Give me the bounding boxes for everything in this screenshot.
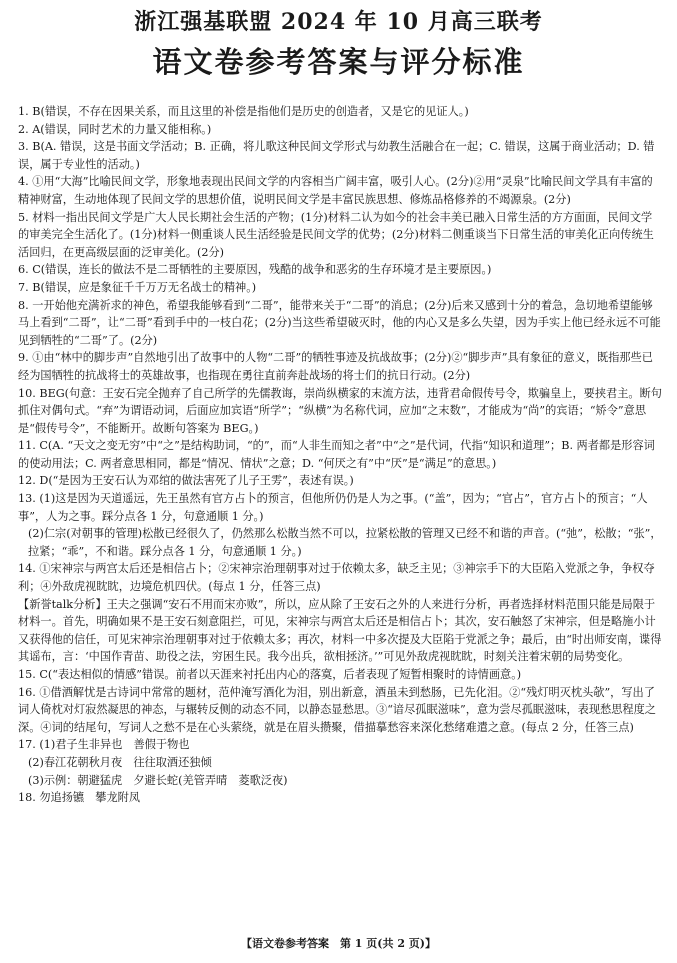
- exam-title: 浙江强基联盟 2024 年 10 月高三联考: [134, 9, 543, 35]
- analysis-note: 【新誉talk分析】王夫之强调“安石不用而宋亦败”，所以，应从除了王安石之外的人来进行分析，再者选择材料范围只能是局限于材料一。首先，明确如果不是王安石刻意阻拦，可见，宋神宗与两宫太后还是相信占卜；其次，安石触怒了宋神宗，但是略施小计又获得他的信任，可见宋神宗治理朝事对过于依赖太多；再次，材料一中多次提及大臣陷于党派之争；最后，由“时出师安南，谍得其谣布，言：‘中国作青苗、助役之法，穷困生民。我今出兵，欲相拯济。’”可见外敌虎视眈眈，时刻关注着宋朝的局势变化。: [18, 597, 662, 664]
- answer-item-2: 2. A(错误，同时艺术的力量又能相称。): [18, 122, 212, 136]
- answer-item-6: 6. C(错误，连长的做法不是二哥牺牲的主要原因，残酷的战争和恶劣的生存环境才是主要原因。): [18, 263, 492, 277]
- answer-list: [18, 103, 663, 807]
- answer-item-13-part-1: 13. (1)这是因为天道遥远，先王虽然有官方占卜的预言，但他所仍仍是人为之事。(“盖”，因为；“官占”，官方占卜的预言；“人事”，人为之事。踩分点各 1 分，句意通顺 1 分。): [18, 492, 648, 523]
- answer-item-15: 15. C(“表达相似的情感”错误。前者以天涯来衬托出内心的落寞，后者表现了短暂相聚时的诗情画意。): [18, 668, 522, 681]
- answer-item-17-part-2: (2)春江花朝秋月夜 往往取酒还独倾: [28, 755, 212, 769]
- answer-item-14: 14. ①宋神宗与两宫太后还是相信占卜；②宋神宗治理朝事对过于依赖太多，缺乏主见；③神宗手下的大臣陷入党派之争，争权夺利；④外敌虎视眈眈，边境危机四伏。(每点 1 分，任答三点): [18, 562, 655, 594]
- answer-item-8: 8. 一开始他充满祈求的神色，希望我能够看到“二哥”，能带来关于“二哥”的消息；(2分)后来又感到十分的着急，急切地希望能够马上看到“二哥”，让“二哥”看到手中的一枝白花；(2分)当这些希望破灭时，他的内心又是多么失望，因为手实上他已经永远不可能见到牺牲的“二哥”了。(2分): [18, 298, 661, 347]
- answer-item-12: 12. D(“是因为王安石认为邓绾的做法害死了儿子王雱”，表述有误。): [18, 474, 354, 488]
- answer-item-16: 16. ①借酒解忧是古诗词中常常的题材，范仲淹写酒化为泪，别出新意，酒虽未到愁肠，已先化泪。②“残灯明灭枕头欹”，写出了词人倚枕对灯寂然凝思的神态，与辗转反侧的动态不同，以静态显愁思。③“谙尽孤眠滋味”，意为尝尽孤眠滋味，表现愁思程度之深。④词的结尾句，写词人之愁不是在心头萦绕，就是在眉头攒聚，借描摹愁容来深化愁绪难遣之意。(每点 2 分，任答三点): [18, 685, 656, 734]
- answer-item-17-part-1: 17. (1)君子生非异也 善假于物也: [18, 738, 190, 752]
- answer-item-1: 1. B(错误，不存在因果关系，而且这里的补偿是指他们是历史的创造者，又是它的见证人。): [18, 105, 469, 118]
- document-title: 语文卷参考答案与评分标准: [152, 45, 525, 79]
- answer-item-13-part-2: (2)仁宗(对朝事的管理)松散已经很久了，仍然那么松散当然不可以，拉紧松散的管理又已经不和谐的声音。(“弛”，松散；“张”，拉紧；“乖”，不和谐。踩分点各 1 分，句意通顺 1 分。): [28, 527, 662, 558]
- answer-item-5: 5. 材料一指出民间文学是广大人民长期社会生活的产物；(1分)材料二认为如今的社会丰美已融入日常生活的方方面面，民间文学的审美完全生活化了。(1分)材料一侧重谈人民生活经验是民间文学的优势；(2分)材料二侧重谈当下日常生活的审美化正向传统生活回归，在更高级层面的泛审美化。(2分): [18, 210, 654, 259]
- answer-item-4: 4. ①用“大海”比喻民间文学，形象地表现出民间文学的内容相当广阔丰富，吸引人心。(2分)②用“灵泉”比喻民间文学具有丰富的精神财富，生动地体现了民间文学的思想价值，说明民间文学是丰富民族思想、修炼品格修养的不竭源泉。(2分): [18, 175, 653, 206]
- answer-item-10: 10. BEG(句意：王安石完全抛弃了自己所学的先儒教诲，崇尚纵横家的末流方法，违背君命假传号令，欺骗皇上，要挟君主。断句抓住对偶句式。“弃”为谓语动词，后面应加宾语“所学”；“纵横”为名称代词，应加“之末数”，才能成为“尚”的宾语；“矫令”意思是“假传号令”，不能断开。故断句答案为 BEG。): [18, 386, 662, 435]
- answer-item-11: 11. C(A. “天文之变无穷”中“之”是结构助词，“的”，而“人非生而知之者”中“之”是代词，代指“知识和道理”；B. 两者都是形容词的使动用法；C. 两者意思相同，都是“情况、情状”之意；D. “何厌之有”中“厌”是“满足”的意思。): [18, 439, 655, 470]
- answer-item-17-part-3: (3)示例：朝避猛虎 夕避长蛇(羌管弄晴 菱歌泛夜): [28, 773, 288, 787]
- page-footer: 【语文卷参考答案 第 1 页(共 2 页)】: [240, 937, 437, 950]
- answer-item-7: 7. B(错误，应是象征千千万万无名战士的精神。): [18, 280, 257, 294]
- answer-item-3: 3. B(A. 错误，这是书面文学活动；B. 正确，将儿歌这种民间文学形式与幼教生活融合在一起；C. 错误，这属于商业活动；D. 错误，属于专业性的活动。): [18, 140, 655, 171]
- answer-item-9: 9. ①由“林中的脚步声”自然地引出了故事中的人物“二哥”的牺牲事迹及抗战故事；(2分)②“脚步声”具有象征的意义，既指那些已经为国牺牲的抗战将士的英雄故事，也指现在勇往直前奔赴战场的将士们的抗日行动。(2分): [18, 351, 653, 382]
- answer-item-18: 18. 勿追扬镳 攀龙附凤: [18, 791, 141, 805]
